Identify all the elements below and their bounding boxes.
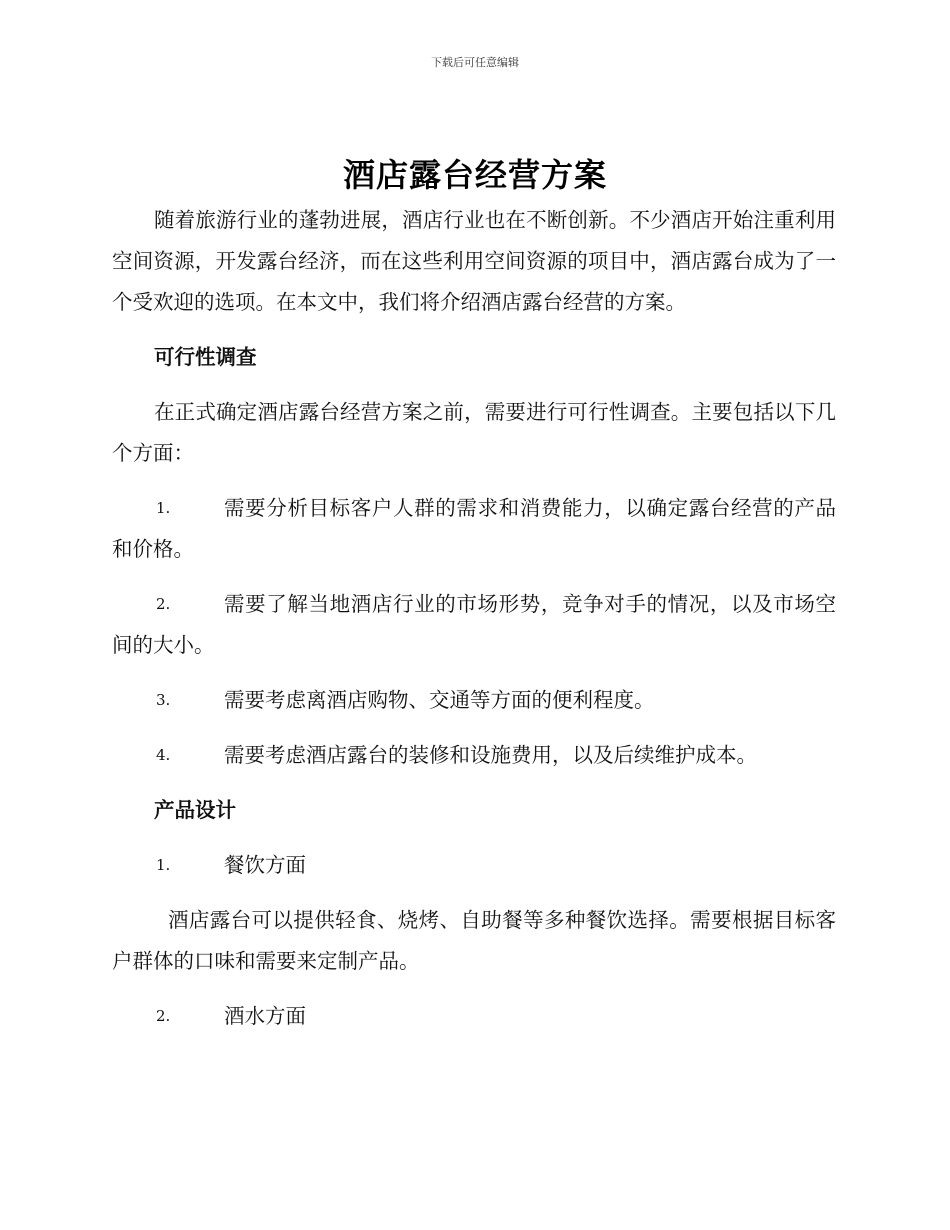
page-header-note: 下载后可任意编辑: [431, 56, 519, 69]
list-item: [112, 845, 836, 886]
list-item: [112, 584, 836, 666]
list-item: [112, 735, 836, 776]
list-item: [112, 996, 836, 1037]
list-item-number: 1.: [156, 499, 171, 517]
section-heading-product-design: 产品设计: [154, 798, 236, 822]
list-item-text: 需要考虑酒店露台的装修和设施费用，以及后续维护成本。: [224, 743, 757, 767]
list-item-number: 2.: [156, 1007, 171, 1025]
list-item-number: 1.: [156, 856, 171, 874]
list-item-number: 3.: [156, 691, 171, 709]
list-item-number: 2.: [156, 595, 171, 613]
list-item-text: 需要考虑离酒店购物、交通等方面的便利程度。: [224, 688, 655, 712]
list-item-text: 餐饮方面: [224, 853, 306, 877]
document-body: [112, 200, 836, 1037]
list-item-text: 需要了解当地酒店行业的市场形势，竞争对手的情况，以及市场空间的大小。: [112, 592, 836, 657]
list-item-text: 酒水方面: [224, 1004, 306, 1028]
list-item-text: 需要分析目标客户人群的需求和消费能力，以确定露台经营的产品和价格。: [112, 496, 836, 561]
list-item: [112, 488, 836, 570]
list-item-number: 4.: [156, 746, 171, 764]
intro-paragraph: 随着旅游行业的蓬勃进展，酒店行业也在不断创新。不少酒店开始注重利用空间资源，开发露台经济，而在这些利用空间资源的项目中，酒店露台成为了一个受欢迎的选项。在本文中，我们将介绍酒店露台经营的方案。: [112, 208, 836, 314]
feasibility-lead-paragraph: 在正式确定酒店露台经营方案之前，需要进行可行性调查。主要包括以下几个方面：: [112, 400, 836, 465]
section-heading-feasibility: 可行性调查: [154, 345, 257, 369]
food-description-paragraph: 酒店露台可以提供轻食、烧烤、自助餐等多种餐饮选择。需要根据目标客户群体的口味和需要来定制产品。: [112, 908, 836, 973]
list-item: [112, 680, 836, 721]
document-title: 酒店露台经营方案: [342, 156, 607, 194]
